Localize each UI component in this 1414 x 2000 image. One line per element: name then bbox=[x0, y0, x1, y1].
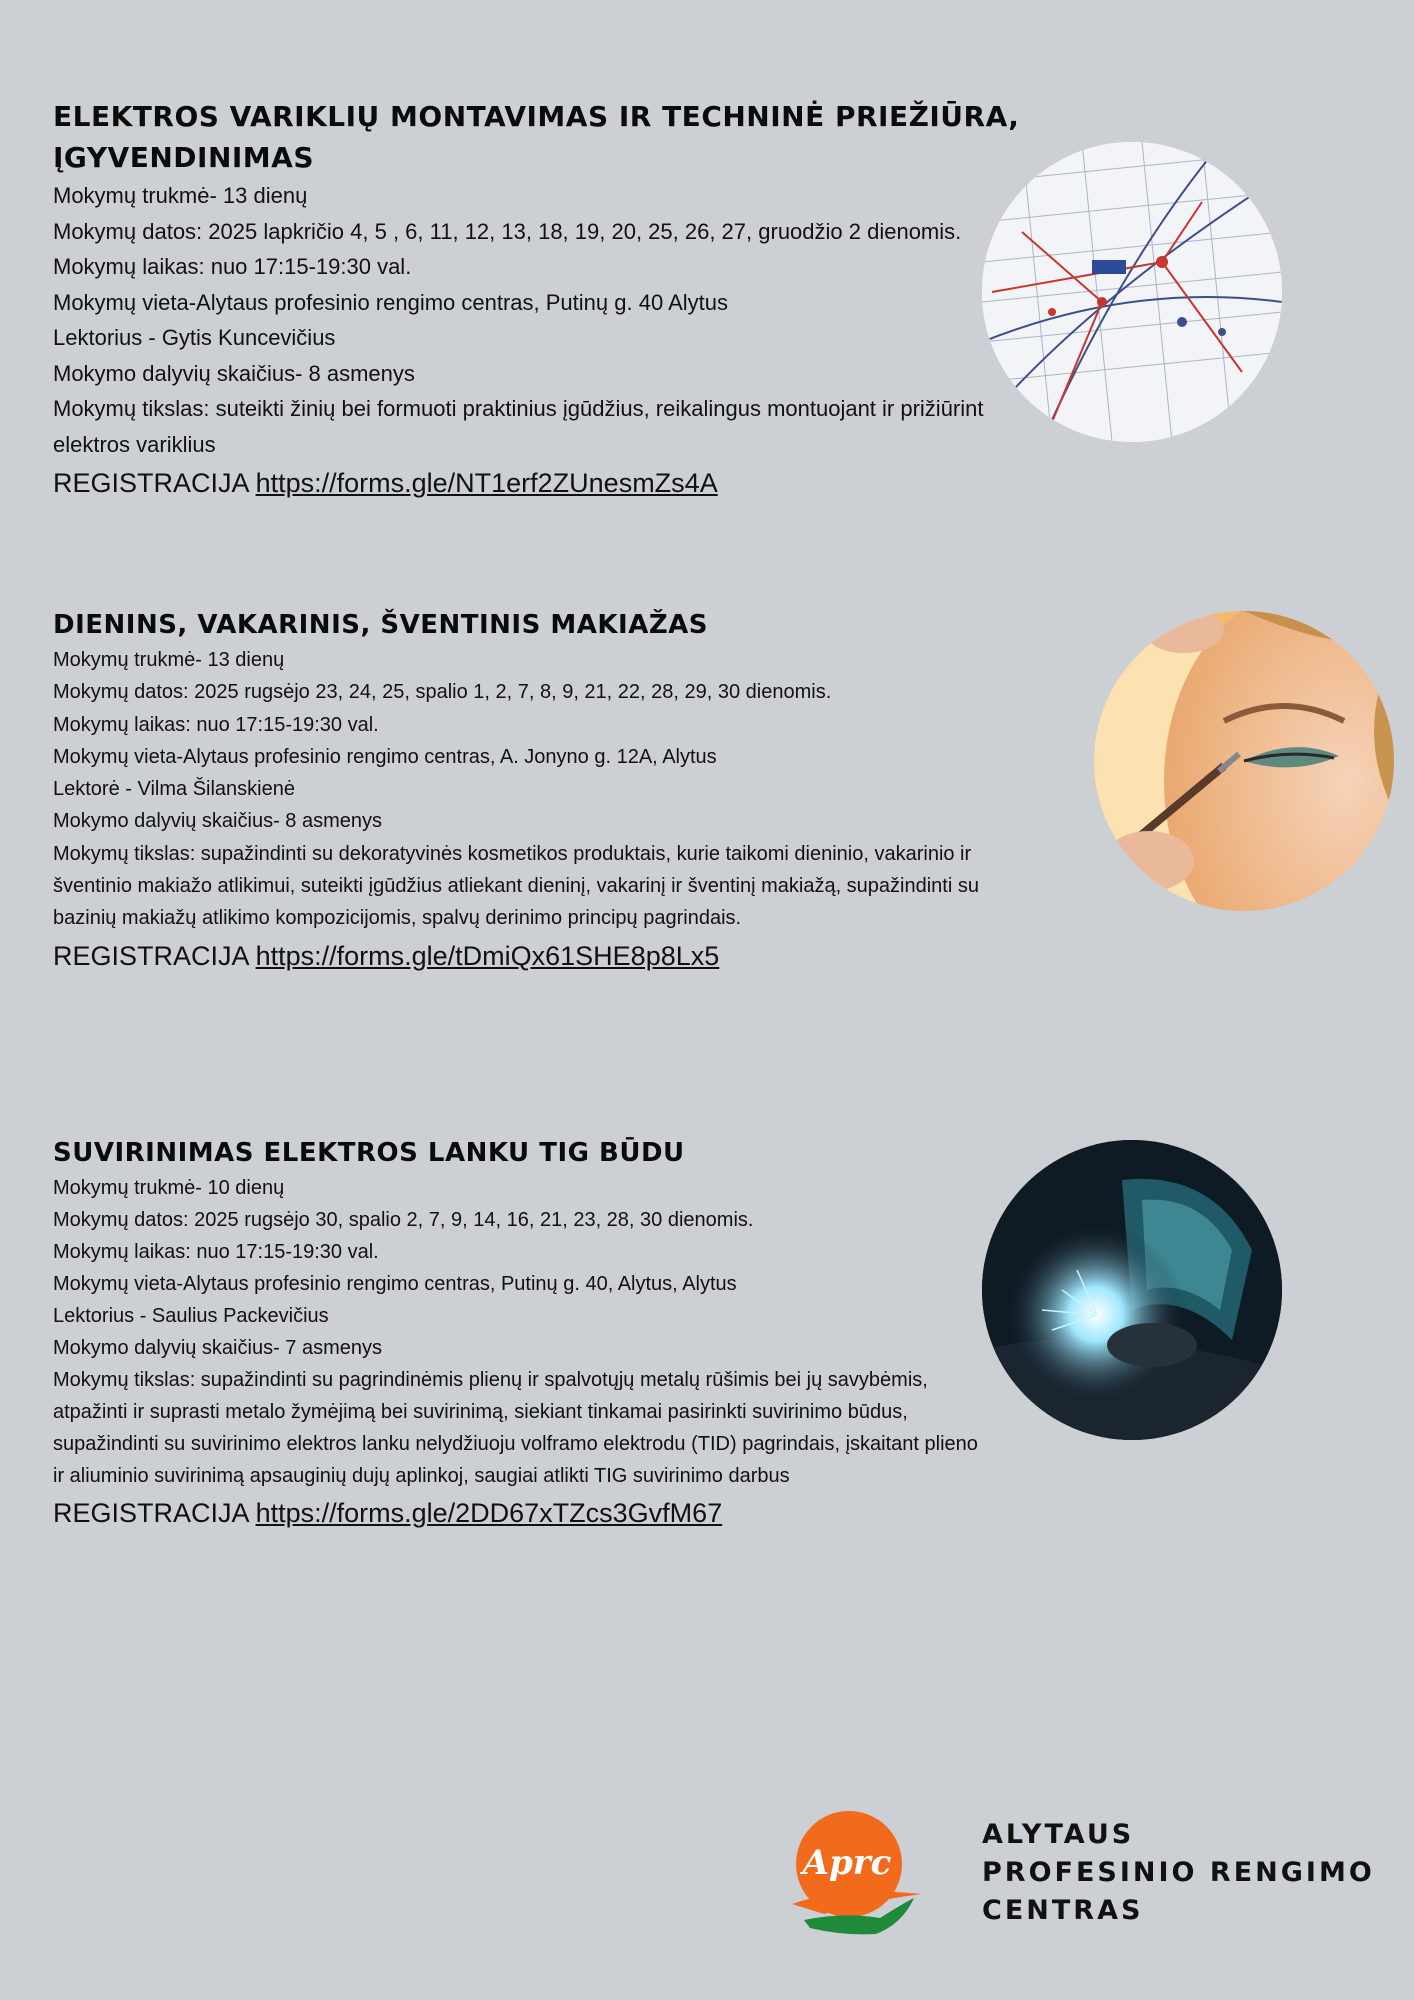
electrical-schematic-photo bbox=[982, 142, 1282, 442]
registration-link[interactable]: https://forms.gle/tDmiQx61SHE8p8Lx5 bbox=[255, 940, 720, 971]
course-place: Mokymų vieta-Alytaus profesinio rengimo centras, Putinų g. 40 Alytus bbox=[53, 289, 728, 315]
course-time: Mokymų laikas: nuo 17:15-19:30 val. bbox=[53, 713, 379, 736]
course-title: DIENINS, VAKARINIS, ŠVENTINIS MAKIAŽAS bbox=[53, 610, 709, 640]
course-lecturer: Lektorė - Vilma Šilanskienė bbox=[53, 778, 295, 801]
registration-row bbox=[53, 1494, 983, 1532]
course-title: ELEKTROS VARIKLIŲ MONTAVIMAS IR TECHNINĖ PRIEŽIŪRA, ĮGYVENDINIMAS bbox=[53, 100, 1020, 174]
welding-photo bbox=[982, 1140, 1282, 1440]
course-place: Mokymų vieta-Alytaus profesinio rengimo centras, A. Jonyno g. 12A, Alytus bbox=[53, 745, 717, 768]
registration-link[interactable]: https://forms.gle/NT1erf2ZUnesmZs4A bbox=[255, 468, 718, 498]
course-tig-welding bbox=[53, 1134, 983, 1532]
course-electric-motors bbox=[53, 96, 1043, 502]
registration-label: REGISTRACIJA bbox=[53, 940, 249, 971]
aprc-logo bbox=[784, 1808, 934, 1938]
course-participants: Mokymo dalyvių skaičius- 8 asmenys bbox=[53, 360, 415, 386]
course-participants: Mokymo dalyvių skaičius- 8 asmenys bbox=[53, 810, 382, 833]
makeup-photo bbox=[1094, 611, 1394, 911]
course-dates: Mokymų datos: 2025 rugsėjo 23, 24, 25, spalio 1, 2, 7, 8, 9, 21, 22, 28, 29, 30 dienomis. bbox=[53, 681, 832, 704]
course-lecturer: Lektorius - Gytis Kuncevičius bbox=[53, 325, 336, 350]
course-time: Mokymų laikas: nuo 17:15-19:30 val. bbox=[53, 254, 412, 279]
org-name-line: PROFESINIO RENGIMO bbox=[982, 1857, 1375, 1888]
course-goal: Mokymų tikslas: supažindinti su dekoratyvinės kosmetikos produktais, kurie taikomi dieninio, vakarinio ir šventinio makiažo atlikimui, suteikti įgūdžius atliekant dieninį, vakarinį ir šventinį makiažą, supažindinti su bazinių makiažų atlikimo kompozicijomis, spalvų derinimo principų pagrindais. bbox=[53, 842, 979, 930]
logo-text: Aprc bbox=[802, 1843, 892, 1883]
course-participants: Mokymo dalyvių skaičius- 7 asmenys bbox=[53, 1337, 382, 1359]
course-makeup bbox=[53, 606, 1043, 975]
registration-link[interactable]: https://forms.gle/2DD67xTZcs3GvfM67 bbox=[255, 1498, 723, 1528]
course-dates: Mokymų datos: 2025 rugsėjo 30, spalio 2, 7, 9, 14, 16, 21, 23, 28, 30 dienomis. bbox=[53, 1209, 754, 1231]
registration-row bbox=[53, 464, 1043, 502]
org-name-line: CENTRAS bbox=[982, 1895, 1144, 1926]
course-duration: Mokymų trukmė- 13 dienų bbox=[53, 183, 308, 208]
course-goal: Mokymų tikslas: suteikti žinių bei formuoti praktinius įgūdžius, reikalingus montuojant ir prižiūrint elektros variklius bbox=[53, 396, 984, 457]
org-name-line: ALYTAUS bbox=[982, 1819, 1135, 1850]
course-duration: Mokymų trukmė- 10 dienų bbox=[53, 1177, 285, 1199]
course-lecturer: Lektorius - Saulius Packevičius bbox=[53, 1305, 329, 1327]
organization-name bbox=[982, 1816, 1375, 1930]
registration-label: REGISTRACIJA bbox=[53, 1498, 249, 1528]
course-duration: Mokymų trukmė- 13 dienų bbox=[53, 649, 285, 671]
course-title: SUVIRINIMAS ELEKTROS LANKU TIG BŪDU bbox=[53, 1138, 685, 1168]
registration-row bbox=[53, 937, 1043, 975]
course-dates: Mokymų datos: 2025 lapkričio 4, 5 , 6, 11, 12, 13, 18, 19, 20, 25, 26, 27, gruodžio 2 dienomis. bbox=[53, 218, 962, 244]
course-goal: Mokymų tikslas: supažindinti su pagrindinėmis plienų ir spalvotųjų metalų rūšimis bei jų savybėmis, atpažinti ir suprasti metalo žymėjimą bei suvirinimą, siekiant tinkamai pasirinkti suvirinimo būdus, supažindinti su suvirinimo elektros lanku nelydžiuoju volframo elektrodu (TID) pagrindais, įskaitant plieno ir aliuminio suvirinimą apsauginių dujų aplinkoj, saugiai atlikti TIG suvirinimo darbus bbox=[53, 1369, 978, 1487]
course-time: Mokymų laikas: nuo 17:15-19:30 val. bbox=[53, 1241, 379, 1263]
registration-label: REGISTRACIJA bbox=[53, 468, 249, 498]
course-place: Mokymų vieta-Alytaus profesinio rengimo centras, Putinų g. 40, Alytus, Alytus bbox=[53, 1273, 737, 1295]
